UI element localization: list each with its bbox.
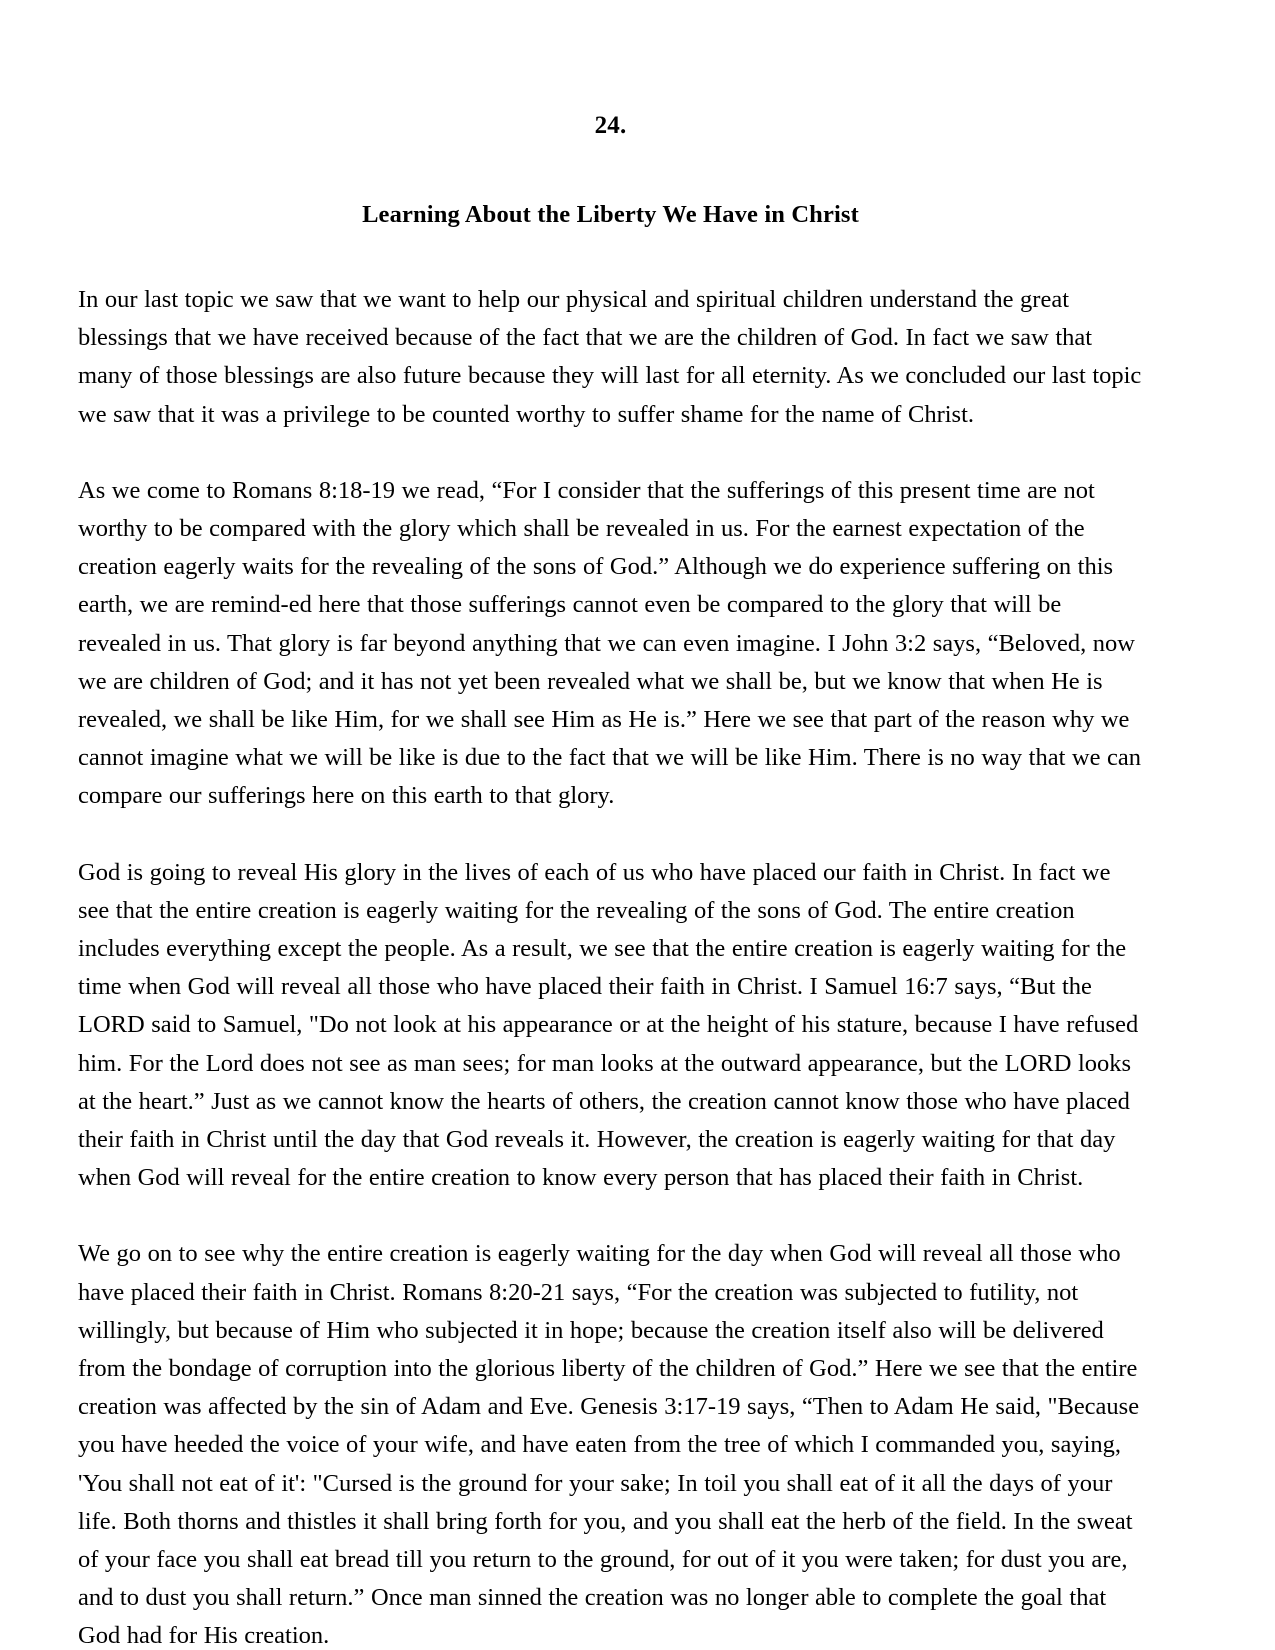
page-number: 24.	[594, 112, 627, 139]
paragraph-2: As we come to Romans 8:18-19 we read, “For I consider that the sufferings of this present time are not worthy to be compared with the glory which shall be revealed in us. For the earnest expectation of the creation eagerly waits for the revealing of the sons of God.” Although we do experience suffering on this earth, we are remind-ed here that those sufferings cannot even be compared to the glory that will be revealed in us. That glory is far beyond anything that we can even imagine. I John 3:2 says, “Beloved, now we are children of God; and it has not yet been revealed what we shall be, but we know that when He is revealed, we shall be like Him, for we shall see Him as He is.” Here we see that part of the reason why we cannot imagine what we will be like is due to the fact that we will be like Him. There is no way that we can compare our sufferings here on this earth to that glory.	[78, 476, 1142, 810]
paragraph-1: In our last topic we saw that we want to help our physical and spiritual children understand the great blessings that we have received because of the fact that we are the children of God. In fact we saw that many of those blessings are also future because they will last for all eternity. As we concluded our last topic we saw that it was a privilege to be counted worthy to suffer shame for the name of Christ.	[78, 285, 1142, 428]
body-text	[78, 281, 1143, 1650]
paragraph-3: God is going to reveal His glory in the lives of each of us who have placed our faith in Christ. In fact we see that the entire creation is eagerly waiting for the revealing of the sons of God. The entire creation includes everything except the people. As a result, we see that the entire creation is eagerly waiting for the time when God will reveal all those who have placed their faith in Christ. I Samuel 16:7 says, “But the LORD said to Samuel, "Do not look at his appearance or at the height of his stature, because I have refused him. For the Lord does not see as man sees; for man looks at the outward appearance, but the LORD looks at the heart.” Just as we cannot know the hearts of others, the creation cannot know those who have placed their faith in Christ until the day that God reveals it. However, the creation is eagerly waiting for that day when God will reveal for the entire creation to know every person that has placed their faith in Christ.	[78, 858, 1139, 1192]
page-content	[78, 0, 1143, 1650]
paragraph-4: We go on to see why the entire creation is eagerly waiting for the day when God will reveal all those who have placed their faith in Christ. Romans 8:20-21 says, “For the creation was subjected to futility, not willingly, but because of Him who subjected it in hope; because the creation itself also will be delivered from the bondage of corruption into the glorious liberty of the children of God.” Here we see that the entire creation was affected by the sin of Adam and Eve. Genesis 3:17-19 says, “Then to Adam He said, "Because you have heeded the voice of your wife, and have eaten from the tree of which I commanded you, saying, 'You shall not eat of it': "Cursed is the ground for your sake; In toil you shall eat of it all the days of your life. Both thorns and thistles it shall bring forth for you, and you shall eat the herb of the field. In the sweat of your face you shall eat bread till you return to the ground, for out of it you were taken; for dust you are, and to dust you shall return.” Once man sinned the creation was no longer able to complete the goal that God had for His creation.	[78, 1240, 1140, 1650]
page-title: Learning About the Liberty We Have in Christ	[362, 200, 859, 228]
